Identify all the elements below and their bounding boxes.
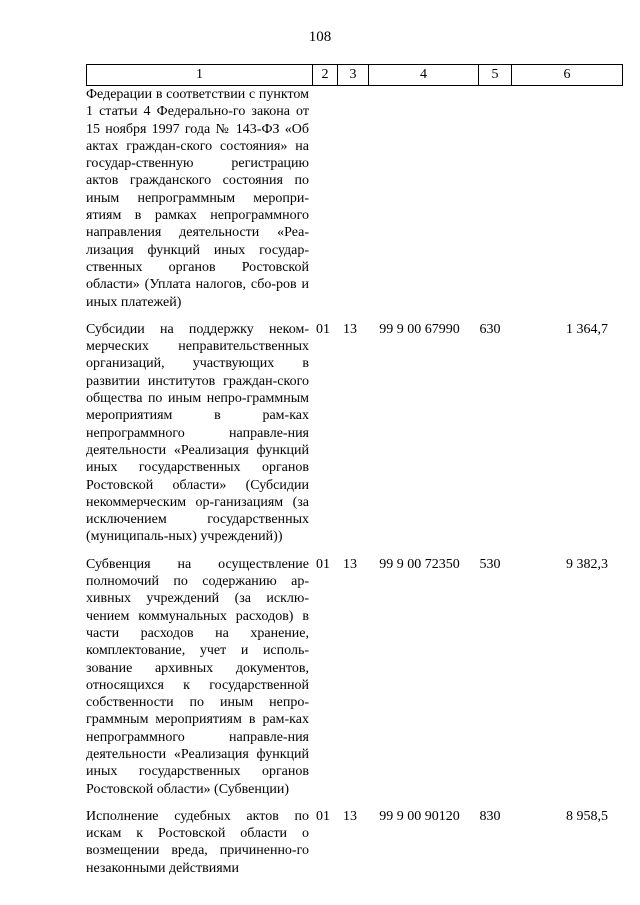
row-target-article [365,86,474,311]
row-description: Субвенция на осуществление полномочий по содержанию ар-хивных учреждений (за исклю-чением коммунальных расходов) в части расходов на хранение, комплектование, учет и исполь-зование архивных документов, относящихся к государственной собственности по иным непро-граммным мероприятиям в рам-ках непрограммного направле-ния деятельности «Реализация функций иных государственных органов Ростовской области» (Субвенции) [86,556,309,797]
row-subsection: 13 [343,556,357,572]
table-row [86,556,616,798]
header-col-4: 4 [369,65,479,86]
row-subsection: 13 [343,321,357,337]
table-row [86,86,616,311]
header-col-3: 3 [338,65,369,86]
budget-table [86,86,616,877]
header-col-5: 5 [479,65,512,86]
row-expense-type: 630 [479,321,501,337]
row-expense-type [474,86,506,311]
row-section: 01 [316,321,330,337]
row-target-article: 99 9 00 67990 [379,321,460,337]
row-subsection [335,86,365,311]
header-col-6: 6 [512,65,623,86]
row-description: Исполнение судебных актов по искам к Ростовской области о возмещении вреда, причиненно-го незаконными действиями [86,808,309,876]
row-description: Федерации в соответствии с пунктом 1 статьи 4 Федерально-го закона от 15 ноября 1997 года № 143-ФЗ «Об актах граждан-ского состояния» на государ-ственную регистрацию актов гражданского состояния по иным непрограммным меропри-ятиям в рамках непрограммного направления деятельности «Реа-лизация функций иных государ-ственных органов Ростовской области» (Уплата налогов, сбо-ров и иных платежей) [86,87,309,310]
row-subsection: 13 [343,808,357,824]
table-header-row [87,65,623,86]
row-amount: 1 364,7 [566,321,608,337]
table-header [86,64,623,86]
page-number: 108 [308,29,332,45]
row-amount: 9 382,3 [566,556,608,572]
header-col-1: 1 [87,65,313,86]
row-section: 01 [316,808,330,824]
row-gap [86,546,616,556]
row-target-article: 99 9 00 72350 [379,556,460,572]
row-gap [86,311,616,321]
table-row [86,808,616,877]
row-description: Субсидии на поддержку неком-мерческих неправительственных организаций, участвующих в развитии институтов граждан-ского общества по иным непро-граммным мероприятиям в рам-ках непрограммного направле-ния деятельности «Реализация функций иных государственных органов Ростовской области» (Субсидии некоммерческим ор-ганизациям (за исключением государственных (муниципаль-ных) учреждений)) [86,321,309,545]
table-row [86,321,616,546]
row-gap [86,798,616,808]
row-section: 01 [316,556,330,572]
header-col-2: 2 [313,65,338,86]
row-section [311,86,335,311]
row-amount [506,86,616,311]
row-target-article: 99 9 00 90120 [379,808,460,824]
row-expense-type: 830 [479,808,501,824]
row-amount: 8 958,5 [566,808,608,824]
row-expense-type: 530 [479,556,501,572]
